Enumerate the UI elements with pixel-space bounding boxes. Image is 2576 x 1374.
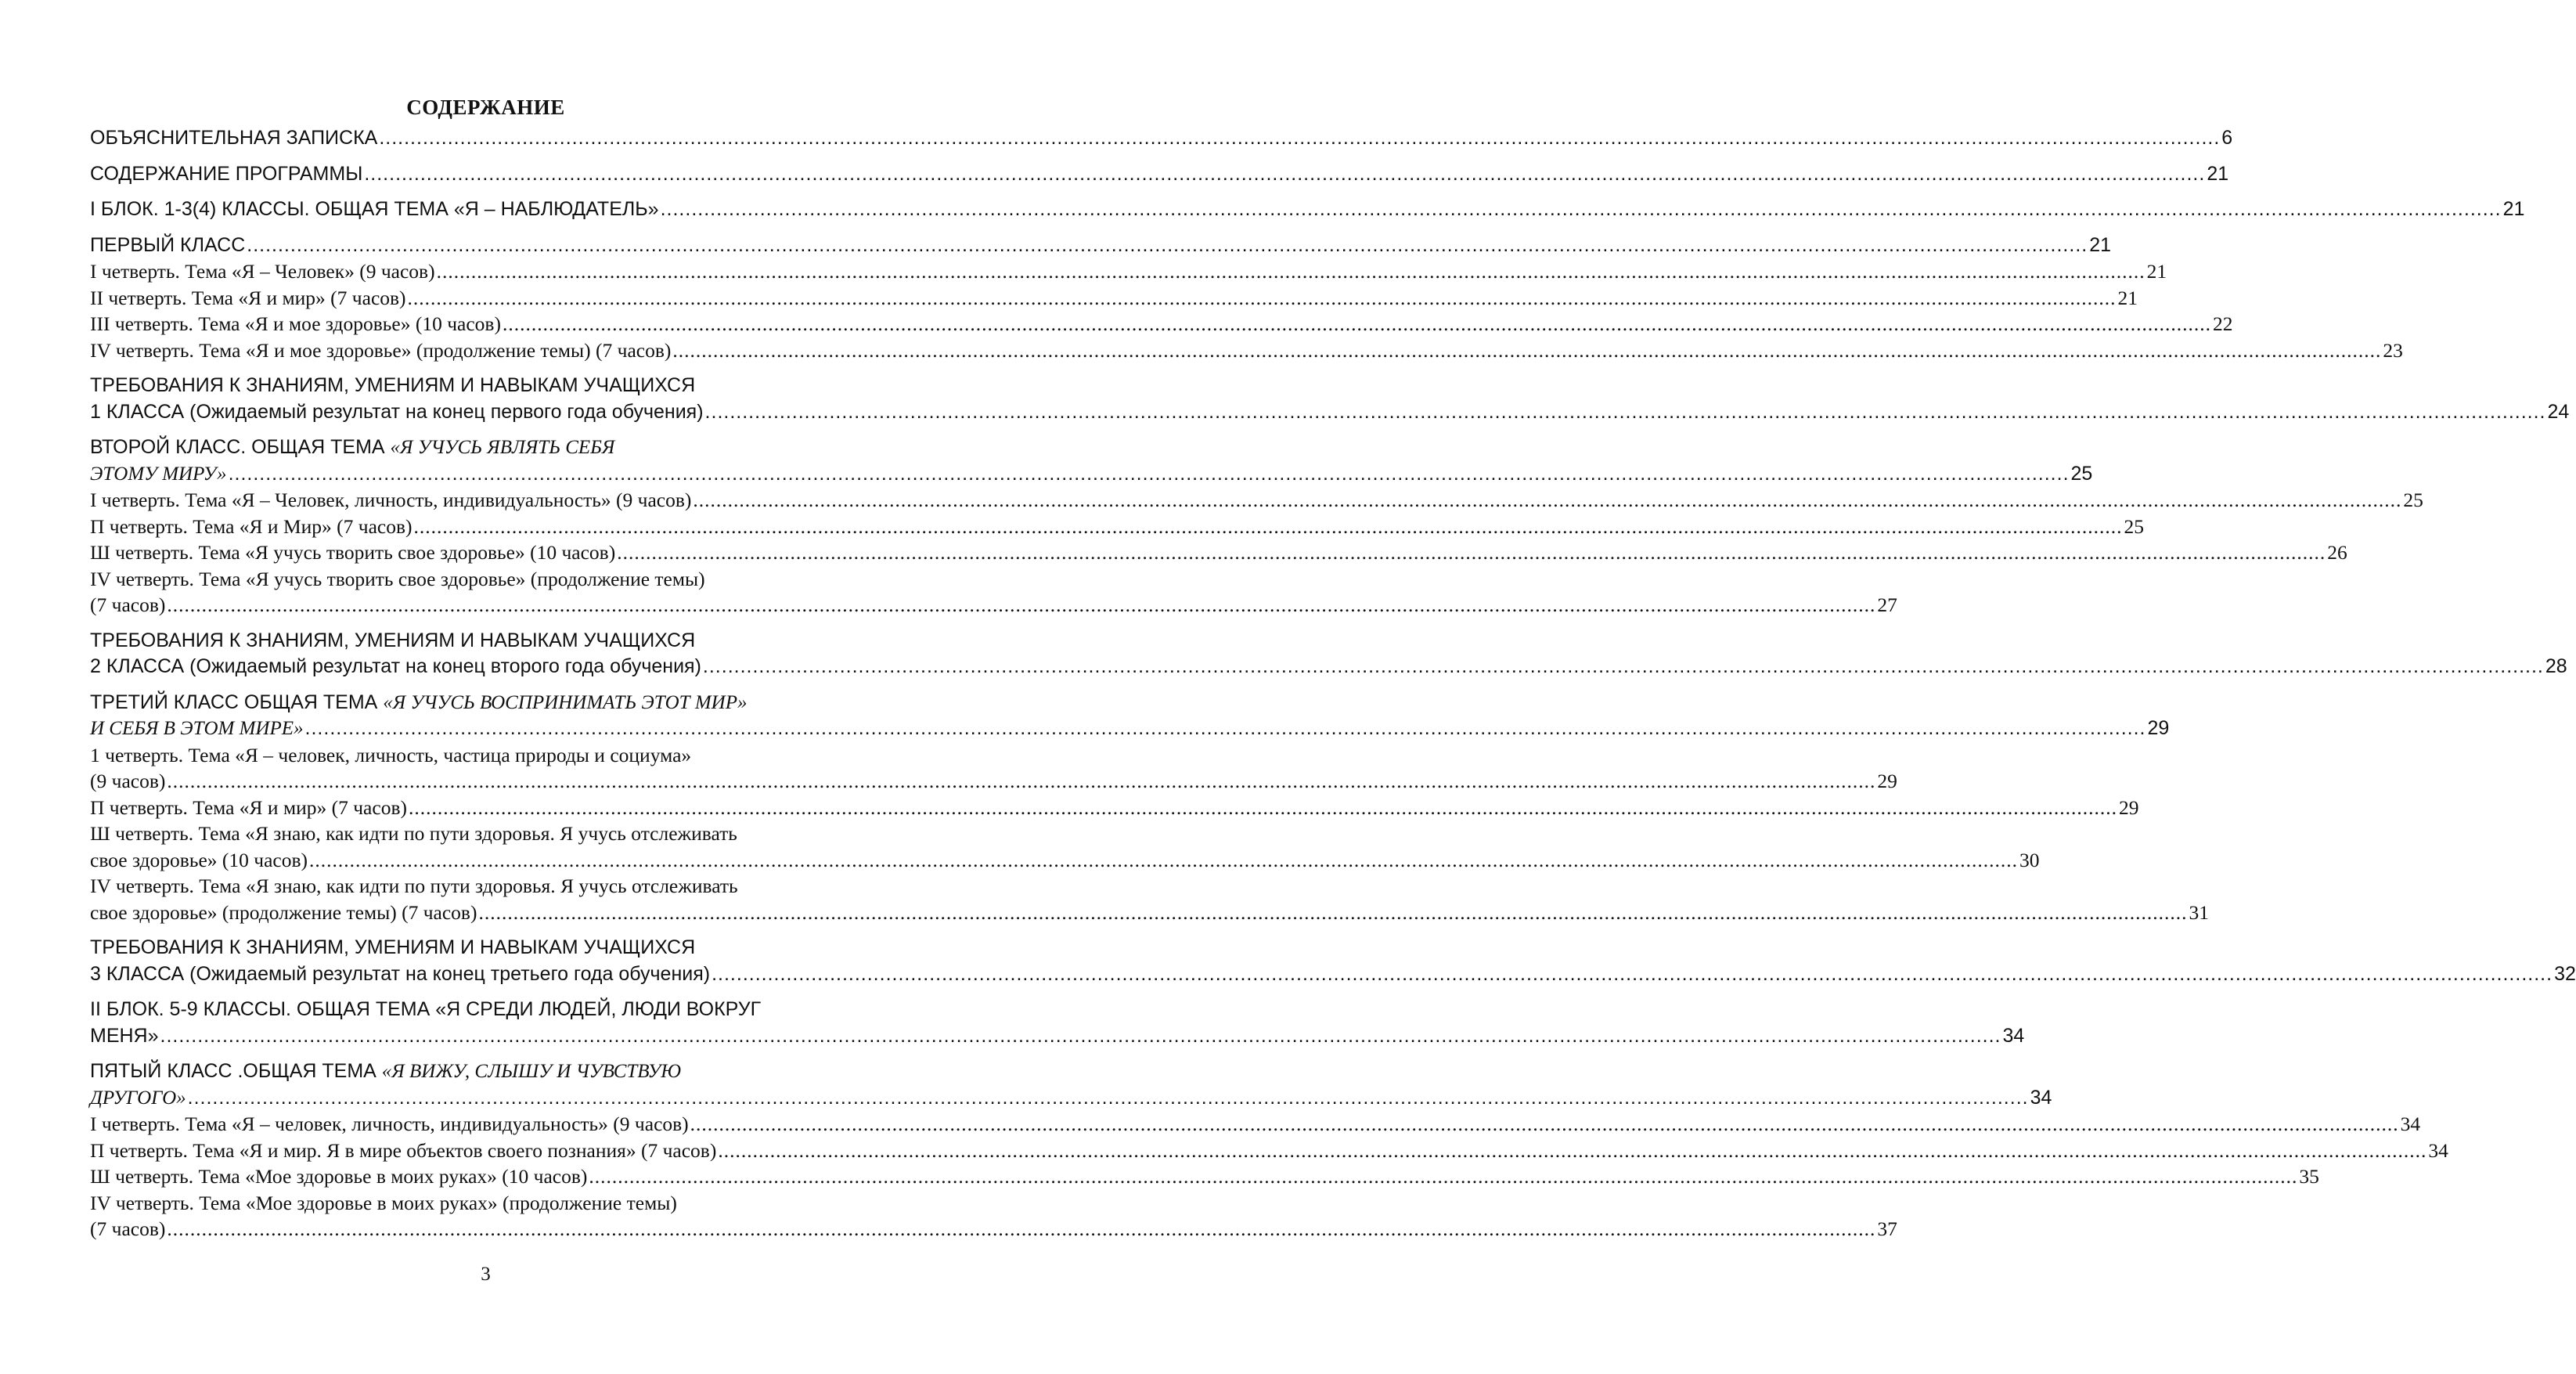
- toc-line: [90, 311, 2233, 337]
- toc-line: [90, 1058, 873, 1085]
- toc-entry-text: 1 КЛАССА (Ожидаемый результат на конец первого года обучения): [90, 400, 704, 423]
- dot-leader: [305, 716, 2146, 742]
- toc-entry-text: IV четверть. Тема «Мое здоровье в моих руках» (продолжение темы): [90, 1191, 677, 1214]
- toc-entry-title: [90, 258, 435, 285]
- toc-entry: [90, 285, 2138, 312]
- toc-entry-title: [90, 1111, 689, 1138]
- dot-leader: [160, 1023, 2001, 1050]
- toc-entry-text: свое здоровье» (10 часов): [90, 848, 308, 871]
- toc-entry: [90, 161, 2229, 188]
- toc-entry-text: Ш четверть. Тема «Я учусь творить свое здоровье» (10 часов): [90, 541, 616, 564]
- toc-page-number: 22: [2212, 312, 2233, 335]
- dot-leader: [414, 514, 2123, 540]
- toc-entry-italic-text: «Я ВИЖУ, СЛЫШУ И ЧУВСТВУЮ: [381, 1061, 682, 1082]
- toc-entry-title: [90, 461, 227, 488]
- toc-line: [90, 820, 873, 847]
- toc-entry: [90, 233, 2112, 259]
- toc-entry-title: [90, 1023, 159, 1050]
- toc-page-number: 26: [2327, 541, 2347, 564]
- toc-entry-text: СОДЕРЖАНИЕ ПРОГРАММЫ: [90, 162, 363, 185]
- toc-entry: [90, 514, 2145, 540]
- dot-leader: [693, 487, 2401, 514]
- toc-entry-text: ВТОРОЙ КЛАСС. ОБЩАЯ ТЕМА: [90, 436, 391, 458]
- toc-entry-title: [90, 900, 477, 926]
- toc-page-number: 21: [2502, 198, 2525, 220]
- toc-line: [90, 873, 873, 900]
- toc-page-number: 34: [2002, 1024, 2025, 1047]
- toc-entry: [90, 1190, 1897, 1242]
- toc-page-number: 23: [2383, 338, 2403, 362]
- toc-line: [90, 435, 873, 461]
- dot-leader: [589, 1163, 2297, 1190]
- dot-leader: [718, 1138, 2426, 1164]
- toc-page-number: 21: [2117, 286, 2138, 309]
- toc-entry-text: П четверть. Тема «Я и мир» (7 часов): [90, 795, 407, 819]
- dot-leader: [437, 258, 2145, 285]
- toc-line: [90, 716, 2170, 742]
- toc-entry: [90, 373, 2570, 425]
- toc-line: [90, 1023, 2025, 1050]
- toc-entry-text: (7 часов): [90, 1217, 166, 1240]
- toc-page-number: 24: [2547, 400, 2570, 423]
- toc-page-number: 37: [1877, 1217, 1897, 1240]
- toc-line: [90, 935, 873, 961]
- toc-entry-italic-text: «Я УЧУСЬ ЯВЛЯТЬ СЕБЯ: [390, 437, 615, 458]
- dot-leader: [408, 285, 2117, 312]
- toc-entry-text: МЕНЯ»: [90, 1024, 159, 1047]
- toc-entry: [90, 1138, 2448, 1164]
- toc-entry: [90, 873, 2209, 925]
- toc-entry-title: [90, 233, 245, 259]
- toc-entry-title: [90, 768, 165, 795]
- toc-line: [90, 997, 873, 1023]
- toc-line: [90, 1085, 2052, 1112]
- toc-page-number: 34: [2428, 1138, 2448, 1162]
- toc-entry-text: I БЛОК. 1-3(4) КЛАССЫ. ОБЩАЯ ТЕМА «Я – НАБЛЮДАТЕЛЬ»: [90, 198, 659, 220]
- toc-entry: [90, 690, 2170, 742]
- toc-line: [90, 592, 1897, 618]
- toc-page-number: 28: [2545, 655, 2567, 677]
- toc-entry-title: [90, 373, 695, 399]
- toc-entry-text: 3 КЛАССА (Ожидаемый результат на конец третьего года обучения): [90, 962, 711, 985]
- toc-line: [90, 373, 873, 399]
- toc-entry-title: [90, 566, 705, 593]
- toc-entry-text: II четверть. Тема «Я и мир» (7 часов): [90, 286, 406, 309]
- toc-entry-title: [90, 654, 701, 680]
- toc-entry: [90, 820, 2040, 873]
- toc-entry-title: [90, 1190, 677, 1217]
- toc-line: [90, 514, 2145, 540]
- toc-entry-title: [90, 539, 615, 566]
- toc-line: [90, 768, 1897, 795]
- dot-leader: [617, 539, 2326, 566]
- toc-line: [90, 795, 2139, 821]
- dot-leader: [167, 768, 1875, 795]
- toc-page-number: 34: [2030, 1086, 2052, 1109]
- toc-page-number: 21: [2089, 233, 2112, 256]
- toc-line: [90, 125, 2233, 152]
- toc-page-number: 30: [2019, 848, 2040, 871]
- toc-page-number: 25: [2070, 462, 2093, 485]
- toc-entry-title: [90, 311, 501, 337]
- dot-leader: [712, 961, 2553, 988]
- toc-entry-text: ПЕРВЫЙ КЛАСС: [90, 233, 246, 256]
- toc-entry-title: [90, 716, 304, 742]
- toc-line: [90, 742, 873, 769]
- toc-entry-title: [90, 847, 308, 874]
- toc-entry-title: [90, 337, 671, 364]
- toc-line: [90, 337, 2403, 364]
- toc-entry-text: I четверть. Тема «Я – Человек, личность, индивидуальность» (9 часов): [90, 489, 692, 511]
- dot-leader: [690, 1111, 2399, 1138]
- toc-line: [90, 539, 2347, 566]
- toc-entry-title: [90, 285, 406, 312]
- toc-entry-italic-text: ДРУГОГО»: [90, 1087, 186, 1109]
- toc-entry: [90, 258, 2167, 285]
- dot-leader: [703, 654, 2544, 680]
- toc-entry-text: П четверть. Тема «Я и мир. Я в мире объектов своего познания» (7 часов): [90, 1138, 717, 1162]
- toc-line: [90, 161, 2229, 188]
- dot-leader: [661, 197, 2502, 223]
- toc-entry: [90, 742, 1897, 795]
- toc-entry: [90, 997, 2025, 1049]
- toc-entry: [90, 337, 2403, 364]
- toc-line: [90, 233, 2112, 259]
- toc-entry-title: [90, 795, 407, 821]
- toc-entry: [90, 435, 2093, 487]
- toc-entry-italic-text: «Я УЧУСЬ ВОСПРИНИМАТЬ ЭТОТ МИР»: [383, 691, 748, 713]
- toc-entry-text: II БЛОК. 5-9 КЛАССЫ. ОБЩАЯ ТЕМА «Я СРЕДИ ЛЮДЕЙ, ЛЮДИ ВОКРУГ: [90, 998, 762, 1020]
- toc-page-number: 6: [2221, 127, 2233, 149]
- table-of-contents: [90, 125, 2576, 1242]
- toc-entry-text: 1 четверть. Тема «Я – человек, личность, частица природы и социума»: [90, 743, 692, 766]
- toc-entry: [90, 935, 2576, 987]
- dot-leader: [409, 795, 2117, 821]
- toc-page-number: 31: [2189, 900, 2209, 924]
- toc-entry-title: [90, 487, 691, 514]
- toc-entry: [90, 1058, 2052, 1111]
- toc-page-number: 29: [2147, 717, 2170, 739]
- toc-entry-title: [90, 935, 695, 961]
- toc-line: [90, 628, 873, 655]
- toc-line: [90, 900, 2209, 926]
- dot-leader: [503, 311, 2211, 337]
- dot-leader: [247, 233, 2088, 259]
- toc-line: [90, 1163, 2319, 1190]
- toc-entry-title: [90, 1058, 681, 1085]
- toc-entry-title: [90, 690, 748, 716]
- toc-page-number: 25: [2403, 489, 2423, 511]
- dot-leader: [364, 161, 2205, 188]
- toc-entry-text: IV четверть. Тема «Я учусь творить свое здоровье» (продолжение темы): [90, 567, 705, 590]
- toc-page-number: 34: [2400, 1113, 2421, 1135]
- dot-leader: [167, 592, 1875, 618]
- toc-page-number: 32: [2554, 962, 2576, 985]
- toc-entry-title: [90, 873, 738, 900]
- toc-entry-title: [90, 997, 761, 1023]
- toc-line: [90, 399, 2570, 426]
- toc-page-number: 35: [2299, 1165, 2319, 1188]
- toc-entry: [90, 1163, 2319, 1190]
- toc-page-number: 21: [2207, 162, 2229, 185]
- toc-entry-text: ТРЕТИЙ КЛАСС ОБЩАЯ ТЕМА: [90, 691, 384, 713]
- toc-entry-title: [90, 628, 695, 655]
- toc-entry-title: [90, 399, 704, 426]
- toc-entry-text: Ш четверть. Тема «Мое здоровье в моих руках» (10 часов): [90, 1165, 588, 1188]
- dot-leader: [167, 1216, 1875, 1242]
- toc-line: [90, 690, 873, 716]
- toc-entry-text: IV четверть. Тема «Я и мое здоровье» (продолжение темы) (7 часов): [90, 338, 672, 362]
- toc-entry-title: [90, 1085, 186, 1112]
- toc-entry-text: ТРЕБОВАНИЯ К ЗНАНИЯМ, УМЕНИЯМ И НАВЫКАМ УЧАЩИХСЯ: [90, 629, 696, 651]
- toc-line: [90, 847, 2040, 874]
- toc-line: [90, 1216, 1897, 1242]
- toc-entry: [90, 197, 2525, 223]
- toc-entry-italic-text: ЭТОМУ МИРУ»: [90, 463, 227, 485]
- toc-page-number: 29: [1877, 770, 1897, 792]
- toc-page-number: 25: [2124, 514, 2145, 538]
- toc-line: [90, 285, 2138, 312]
- dot-leader: [478, 900, 2187, 926]
- toc-entry-title: [90, 961, 710, 988]
- toc-line: [90, 1111, 2421, 1138]
- toc-entry-text: ТРЕБОВАНИЯ К ЗНАНИЯМ, УМЕНИЯМ И НАВЫКАМ УЧАЩИХСЯ: [90, 374, 696, 396]
- toc-entry-text: 2 КЛАССА (Ожидаемый результат на конец второго года обучения): [90, 655, 701, 677]
- toc-page-number: 29: [2118, 795, 2139, 819]
- toc-page-number: 27: [1877, 593, 1897, 616]
- dot-leader: [309, 847, 2018, 874]
- toc-line: [90, 461, 2093, 488]
- toc-entry-text: (7 часов): [90, 593, 166, 616]
- toc-entry-italic-text: И СЕБЯ В ЭТОМ МИРЕ»: [90, 718, 304, 739]
- toc-entry-text: Ш четверть. Тема «Я знаю, как идти по пути здоровья. Я учусь отслеживать: [90, 822, 737, 845]
- toc-entry-title: [90, 197, 659, 223]
- toc-entry: [90, 795, 2139, 821]
- dot-leader: [672, 337, 2381, 364]
- page-title: СОДЕРЖАНИЕ: [406, 96, 565, 119]
- toc-page-number: 21: [2146, 260, 2167, 283]
- dot-leader: [705, 399, 2546, 426]
- toc-entry-text: свое здоровье» (продолжение темы) (7 часов): [90, 900, 477, 924]
- toc-entry: [90, 566, 1897, 618]
- toc-line: [90, 487, 2423, 514]
- toc-entry-title: [90, 820, 737, 847]
- toc-line: [90, 654, 2567, 680]
- toc-entry: [90, 539, 2347, 566]
- toc-entry-text: П четверть. Тема «Я и Мир» (7 часов): [90, 514, 413, 538]
- dot-leader: [379, 125, 2220, 152]
- toc-entry-title: [90, 1216, 165, 1242]
- toc-entry: [90, 125, 2233, 152]
- toc-entry: [90, 487, 2423, 514]
- toc-entry-title: [90, 1138, 716, 1164]
- toc-entry-title: [90, 592, 165, 618]
- toc-entry-text: ТРЕБОВАНИЯ К ЗНАНИЯМ, УМЕНИЯМ И НАВЫКАМ УЧАЩИХСЯ: [90, 936, 696, 958]
- toc-entry-text: ПЯТЫЙ КЛАСС .ОБЩАЯ ТЕМА: [90, 1060, 382, 1082]
- toc-line: [90, 197, 2525, 223]
- toc-entry: [90, 628, 2567, 680]
- toc-entry-text: ОБЪЯСНИТЕЛЬНАЯ ЗАПИСКА: [90, 127, 378, 149]
- toc-entry-text: I четверть. Тема «Я – Человек» (9 часов): [90, 260, 435, 283]
- toc-line: [90, 566, 873, 593]
- dot-leader: [229, 461, 2070, 488]
- toc-entry-text: (9 часов): [90, 770, 166, 792]
- toc-entry-title: [90, 161, 362, 188]
- toc-entry-title: [90, 514, 413, 540]
- toc-line: [90, 1138, 2448, 1164]
- toc-line: [90, 1190, 873, 1217]
- toc-line: [90, 258, 2167, 285]
- toc-entry-title: [90, 125, 377, 152]
- toc-entry-text: IV четверть. Тема «Я знаю, как идти по пути здоровья. Я учусь отслеживать: [90, 875, 738, 897]
- toc-entry-title: [90, 435, 614, 461]
- dot-leader: [188, 1085, 2029, 1112]
- toc-entry-title: [90, 742, 691, 769]
- page-number: 3: [481, 1264, 491, 1285]
- toc-entry-text: I четверть. Тема «Я – человек, личность, индивидуальность» (9 часов): [90, 1113, 689, 1135]
- toc-line: [90, 961, 2576, 988]
- toc-entry-text: III четверть. Тема «Я и мое здоровье» (10 часов): [90, 312, 501, 335]
- toc-entry: [90, 1111, 2421, 1138]
- toc-entry: [90, 311, 2233, 337]
- toc-entry-title: [90, 1163, 587, 1190]
